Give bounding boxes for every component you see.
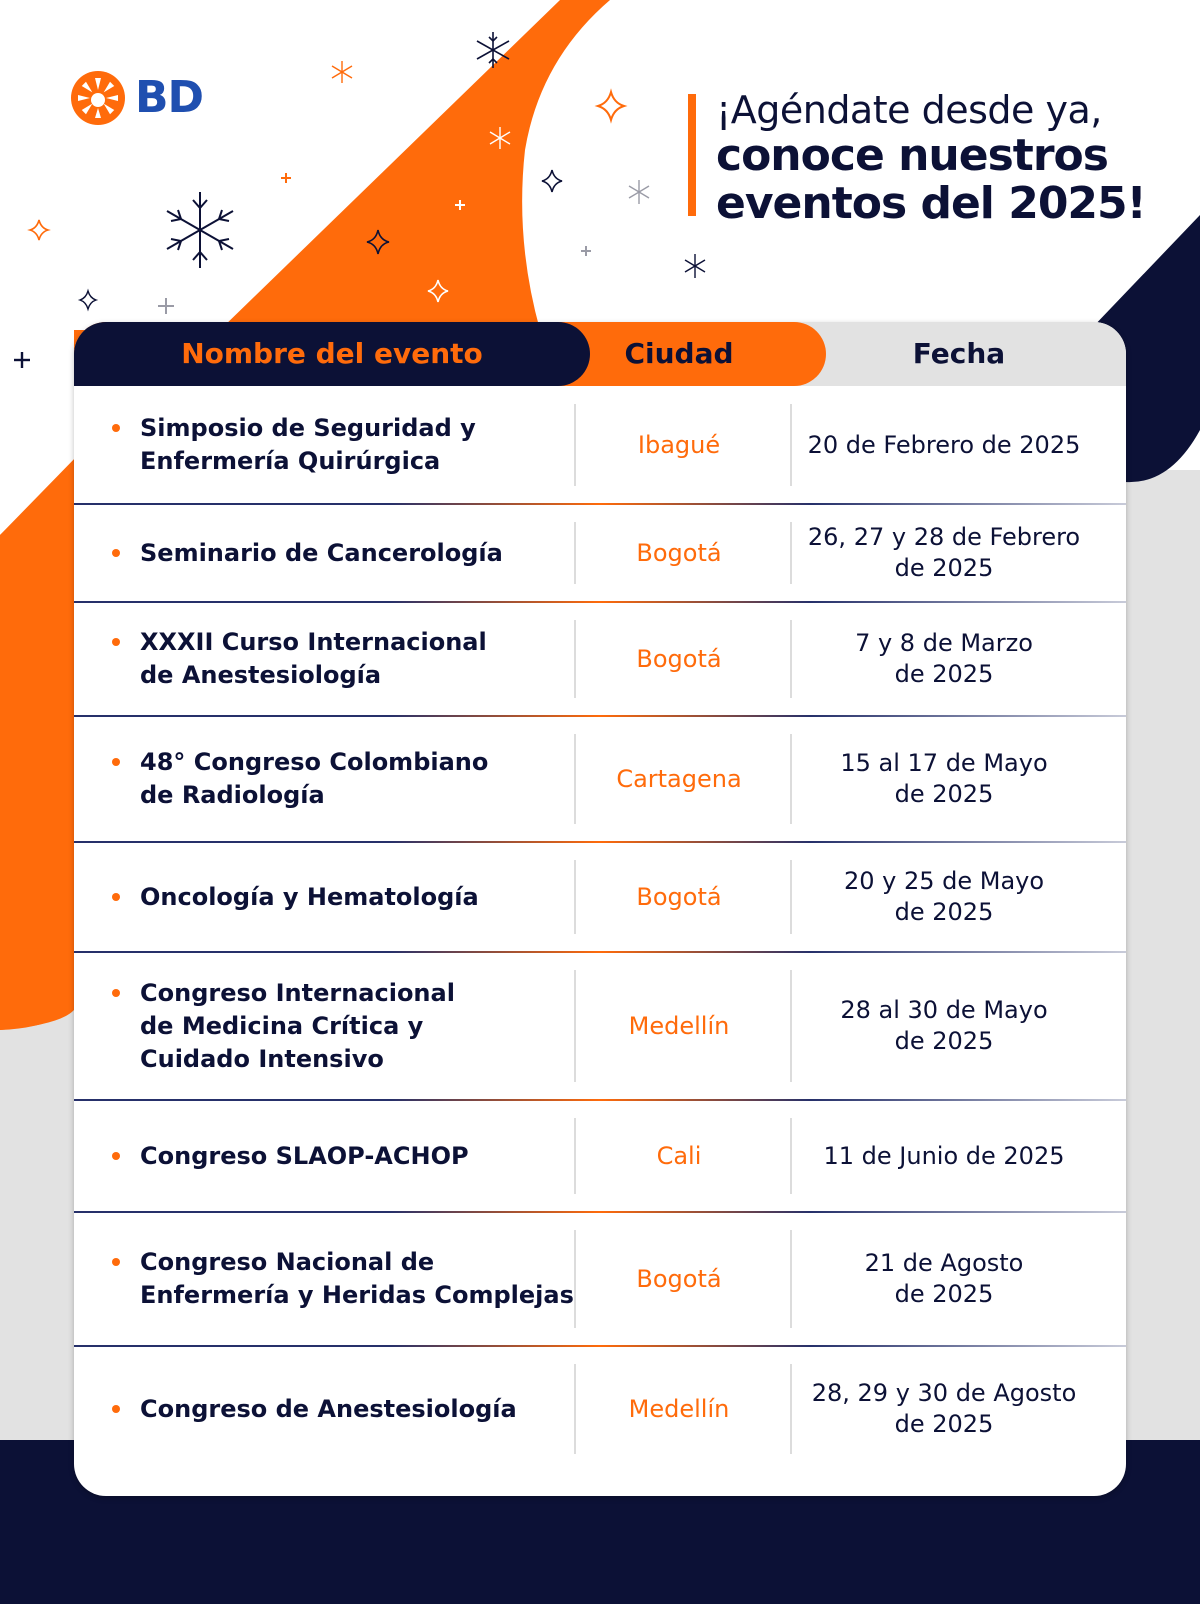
event-date: 15 al 17 de Mayo de 2025 xyxy=(840,749,1048,808)
column-divider xyxy=(790,1364,792,1454)
bd-sun-logo-icon xyxy=(68,68,128,128)
sparkle-icon xyxy=(598,92,624,120)
table-row xyxy=(74,1100,1126,1212)
event-city: Medellín xyxy=(628,1012,730,1040)
event-city: Bogotá xyxy=(636,645,722,673)
plus-icon xyxy=(581,246,591,256)
event-city: Cartagena xyxy=(616,765,742,793)
event-date: 28, 29 y 30 de Agosto de 2025 xyxy=(811,1379,1077,1438)
sparkle-icon xyxy=(30,220,48,240)
column-divider xyxy=(790,1118,792,1194)
event-date: 20 de Febrero de 2025 xyxy=(807,430,1081,459)
bullet-icon xyxy=(112,758,120,766)
headline-accent-bar xyxy=(688,94,696,216)
sparkle-icon xyxy=(542,170,562,192)
snowflake-icon xyxy=(167,192,233,268)
table-row xyxy=(74,504,1126,602)
events-table xyxy=(74,322,1126,1496)
headline-line-1: ¡Agéndate desde ya, xyxy=(716,88,1102,132)
event-date: 26, 27 y 28 de Febrero de 2025 xyxy=(807,523,1081,582)
column-divider xyxy=(790,860,792,934)
bullet-icon xyxy=(112,893,120,901)
snowflake-icon xyxy=(332,61,352,83)
column-divider xyxy=(790,620,792,698)
header-event-name: Nombre del evento xyxy=(74,322,590,386)
column-divider xyxy=(790,734,792,824)
headline-line-2: conoce nuestros xyxy=(716,130,1108,181)
sparkle-icon xyxy=(80,291,96,309)
plus-icon xyxy=(158,298,174,314)
event-name: Seminario de Cancerología xyxy=(140,538,503,567)
table-row xyxy=(74,1346,1126,1472)
headline-line-3: eventos del 2025! xyxy=(716,178,1146,229)
table-row xyxy=(74,952,1126,1100)
header-date: Fecha xyxy=(912,337,1006,370)
table-row xyxy=(74,716,1126,842)
event-date: 21 de Agosto de 2025 xyxy=(864,1249,1024,1308)
event-date: 7 y 8 de Marzo de 2025 xyxy=(855,629,1033,688)
table-header xyxy=(74,322,1126,386)
plus-icon xyxy=(281,173,291,183)
bullet-icon xyxy=(112,424,120,432)
event-city: Ibagué xyxy=(637,431,721,459)
column-divider xyxy=(790,522,792,584)
brand-name: BD xyxy=(135,72,204,123)
bullet-icon xyxy=(112,1258,120,1266)
plus-icon xyxy=(14,352,30,368)
event-name: 48° Congreso Colombiano de Radiología xyxy=(140,748,489,809)
event-name: XXXII Curso Internacional de Anestesiología xyxy=(140,628,487,689)
event-city: Bogotá xyxy=(636,539,722,567)
event-date: 20 y 25 de Mayo de 2025 xyxy=(843,867,1045,926)
table-row xyxy=(74,602,1126,716)
event-name: Congreso de Anestesiología xyxy=(140,1394,517,1423)
snowflake-icon xyxy=(629,180,649,204)
column-divider xyxy=(790,404,792,486)
event-date: 11 de Junio de 2025 xyxy=(823,1141,1065,1170)
bullet-icon xyxy=(112,1152,120,1160)
bullet-icon xyxy=(112,1405,120,1413)
event-name: Congreso Nacional de Enfermería y Heridas Complejas xyxy=(140,1248,574,1309)
event-name: Congreso Internacional de Medicina Crítica y Cuidado Intensivo xyxy=(140,978,455,1073)
event-city: Bogotá xyxy=(636,883,722,911)
event-date: 28 al 30 de Mayo de 2025 xyxy=(840,996,1048,1055)
bullet-icon xyxy=(112,638,120,646)
bullet-icon xyxy=(112,549,120,557)
table-row xyxy=(74,386,1126,504)
event-city: Bogotá xyxy=(636,1265,722,1293)
snowflake-icon xyxy=(685,254,705,278)
event-name: Congreso SLAOP-ACHOP xyxy=(140,1141,469,1170)
event-city: Medellín xyxy=(628,1395,730,1423)
column-divider xyxy=(790,1230,792,1328)
table-row xyxy=(74,842,1126,952)
event-city: Cali xyxy=(656,1142,702,1170)
column-divider xyxy=(790,970,792,1082)
bullet-icon xyxy=(112,989,120,997)
table-row xyxy=(74,1212,1126,1346)
bd-logo xyxy=(68,68,218,128)
snowflake-icon xyxy=(372,120,404,156)
event-name: Oncología y Hematología xyxy=(140,882,479,911)
event-name: Simposio de Seguridad y Enfermería Quirúrgica xyxy=(140,414,476,475)
header-city: Ciudad xyxy=(624,337,734,370)
